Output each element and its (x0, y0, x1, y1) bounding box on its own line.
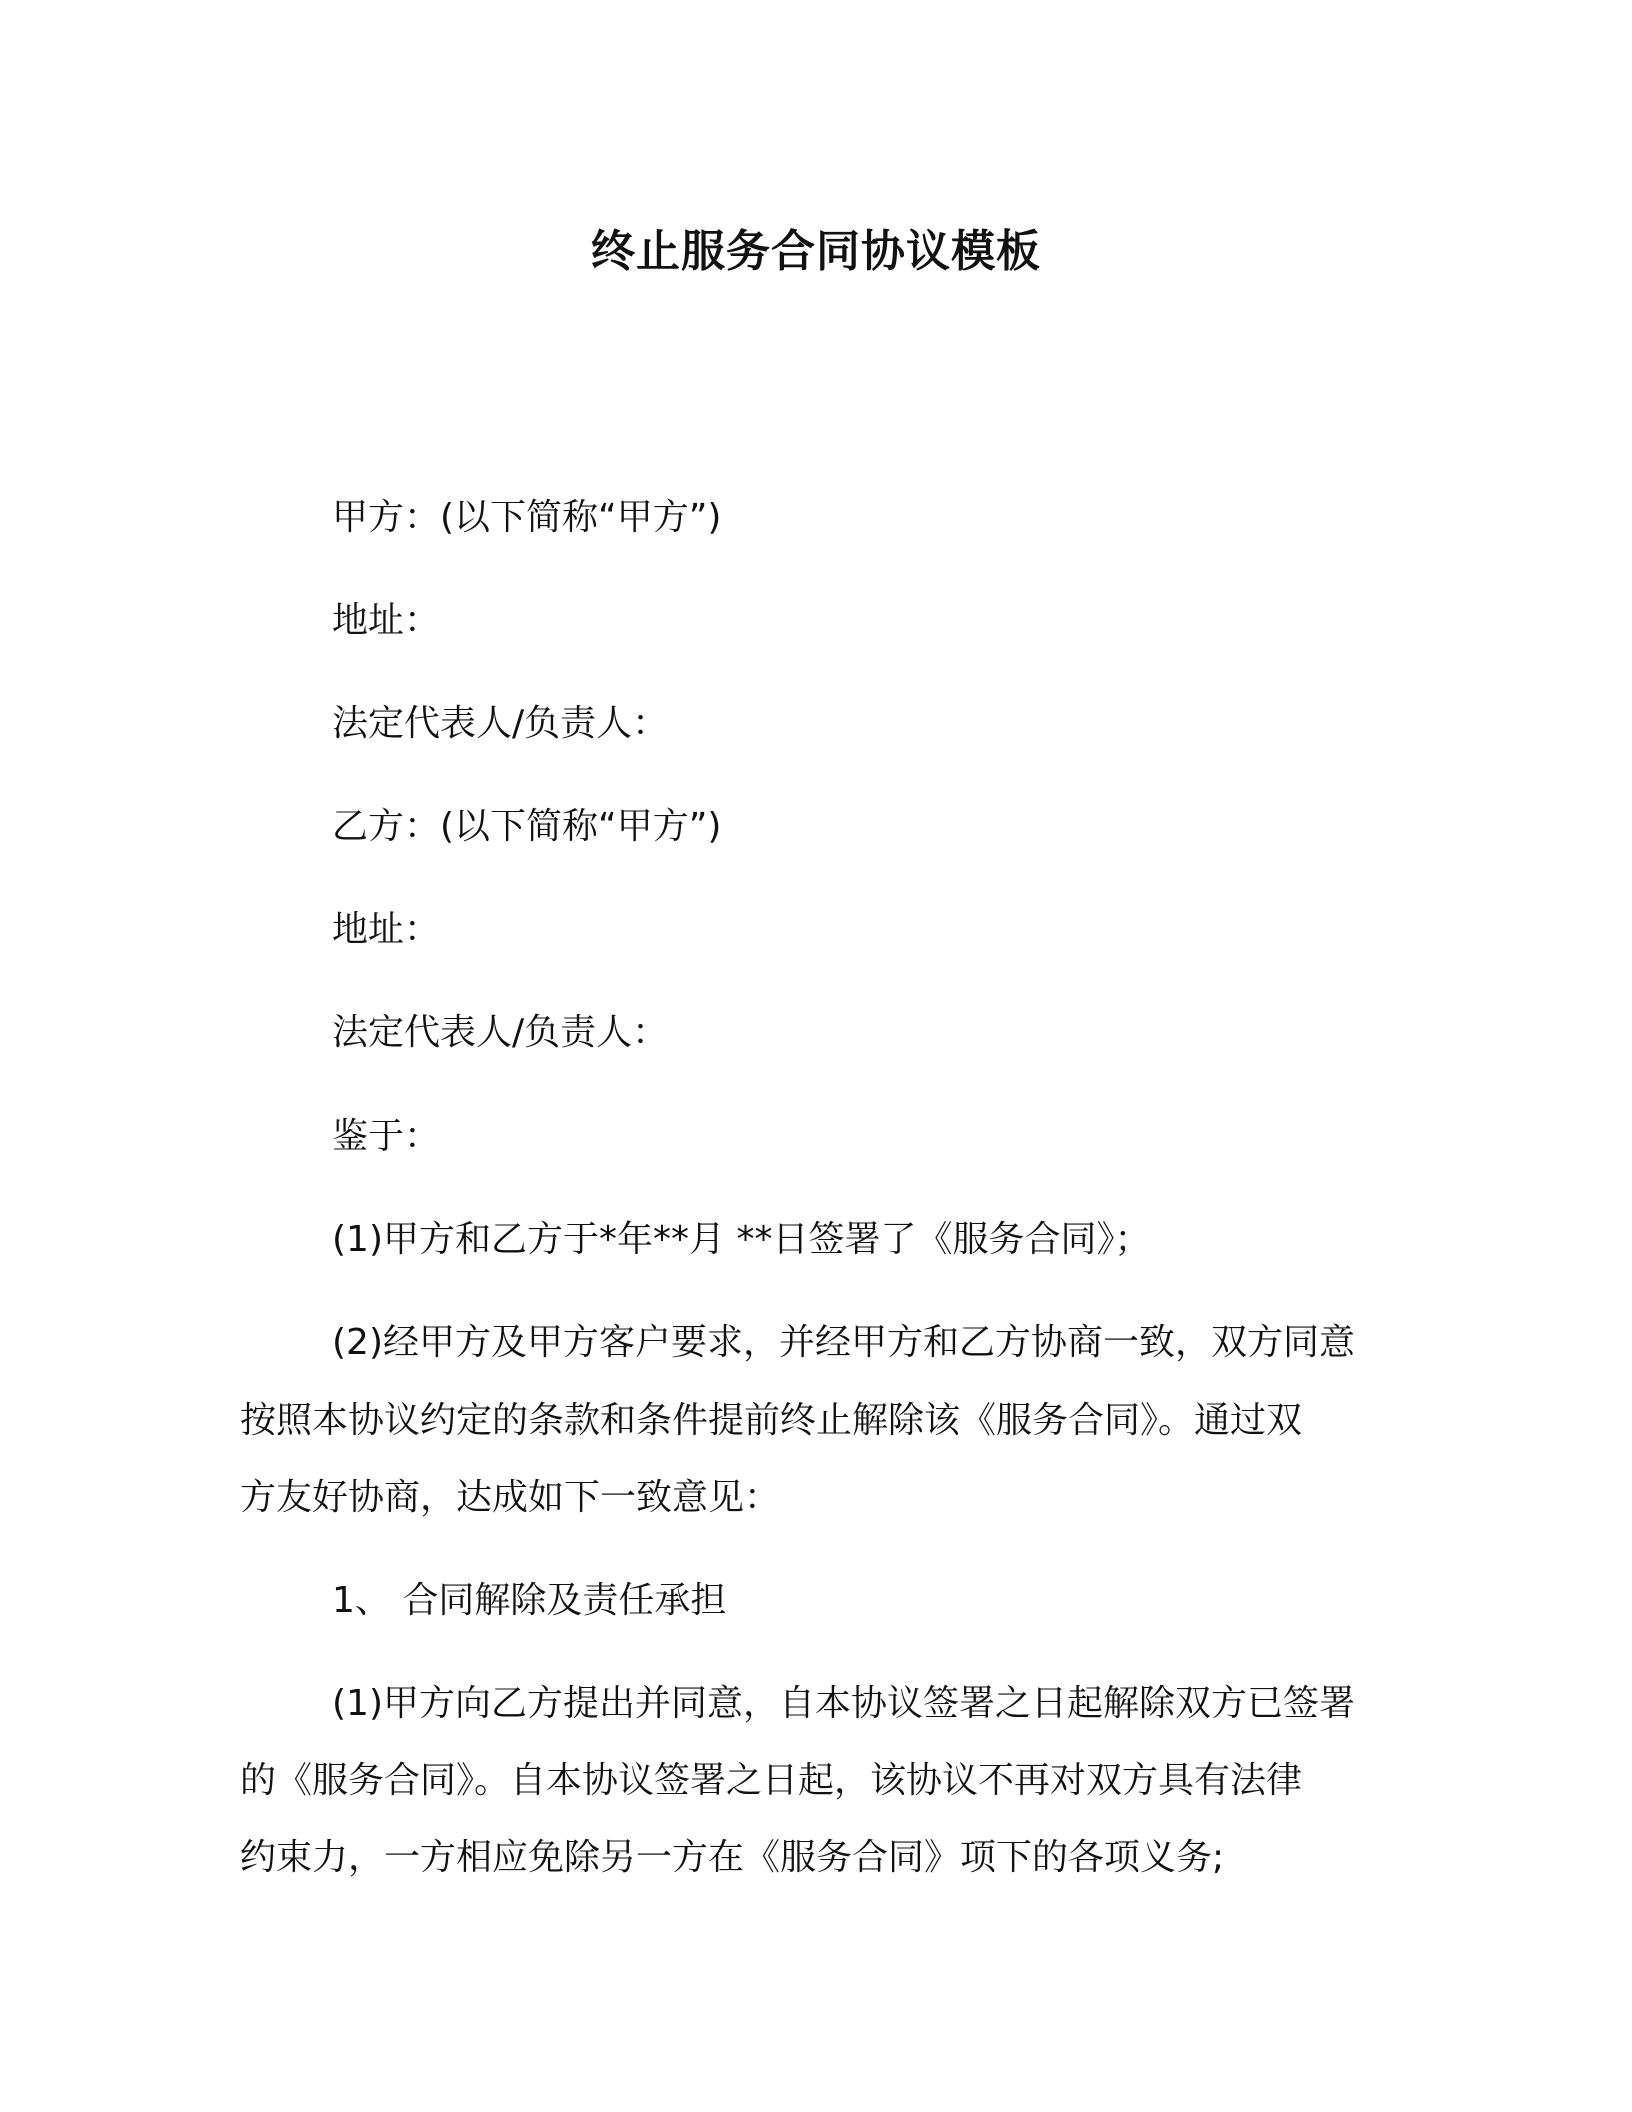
party-a-address-line: 地址： (332, 600, 441, 641)
section-1-clause-1-line-2: 的《服务合同》。自本协议签署之日起，该协议不再对双方具有法律 (240, 1760, 1303, 1801)
whereas-item-1: (1)甲方和乙方于*年**月 **日签署了《服务合同》； (332, 1219, 1151, 1260)
party-a-representative-line: 法定代表人/负责人： (332, 703, 669, 744)
whereas-item-2-line-1: (2)经甲方及甲方客户要求，并经甲方和乙方协商一致，双方同意 (332, 1322, 1355, 1363)
whereas-item-2-line-3: 方友好协商，达成如下一致意见： (240, 1477, 781, 1518)
document-title: 终止服务合同协议模板 (591, 226, 1041, 277)
section-1-heading: 1、 合同解除及责任承担 (332, 1580, 727, 1621)
party-a-line: 甲方：(以下简称“甲方”) (332, 497, 722, 538)
whereas-heading: 鉴于： (332, 1116, 441, 1157)
party-b-line: 乙方：(以下简称“甲方”) (332, 806, 722, 847)
whereas-item-2-line-2: 按照本协议约定的条款和条件提前终止解除该《服务合同》。通过双 (240, 1400, 1303, 1441)
party-b-representative-line: 法定代表人/负责人： (332, 1012, 669, 1053)
section-1-clause-1-line-1: (1)甲方向乙方提出并同意，自本协议签署之日起解除双方已签署 (332, 1683, 1355, 1724)
section-1-clause-1-line-3: 约束力，一方相应免除另一方在《服务合同》项下的各项义务; (240, 1837, 1225, 1878)
party-b-address-line: 地址： (332, 909, 441, 950)
